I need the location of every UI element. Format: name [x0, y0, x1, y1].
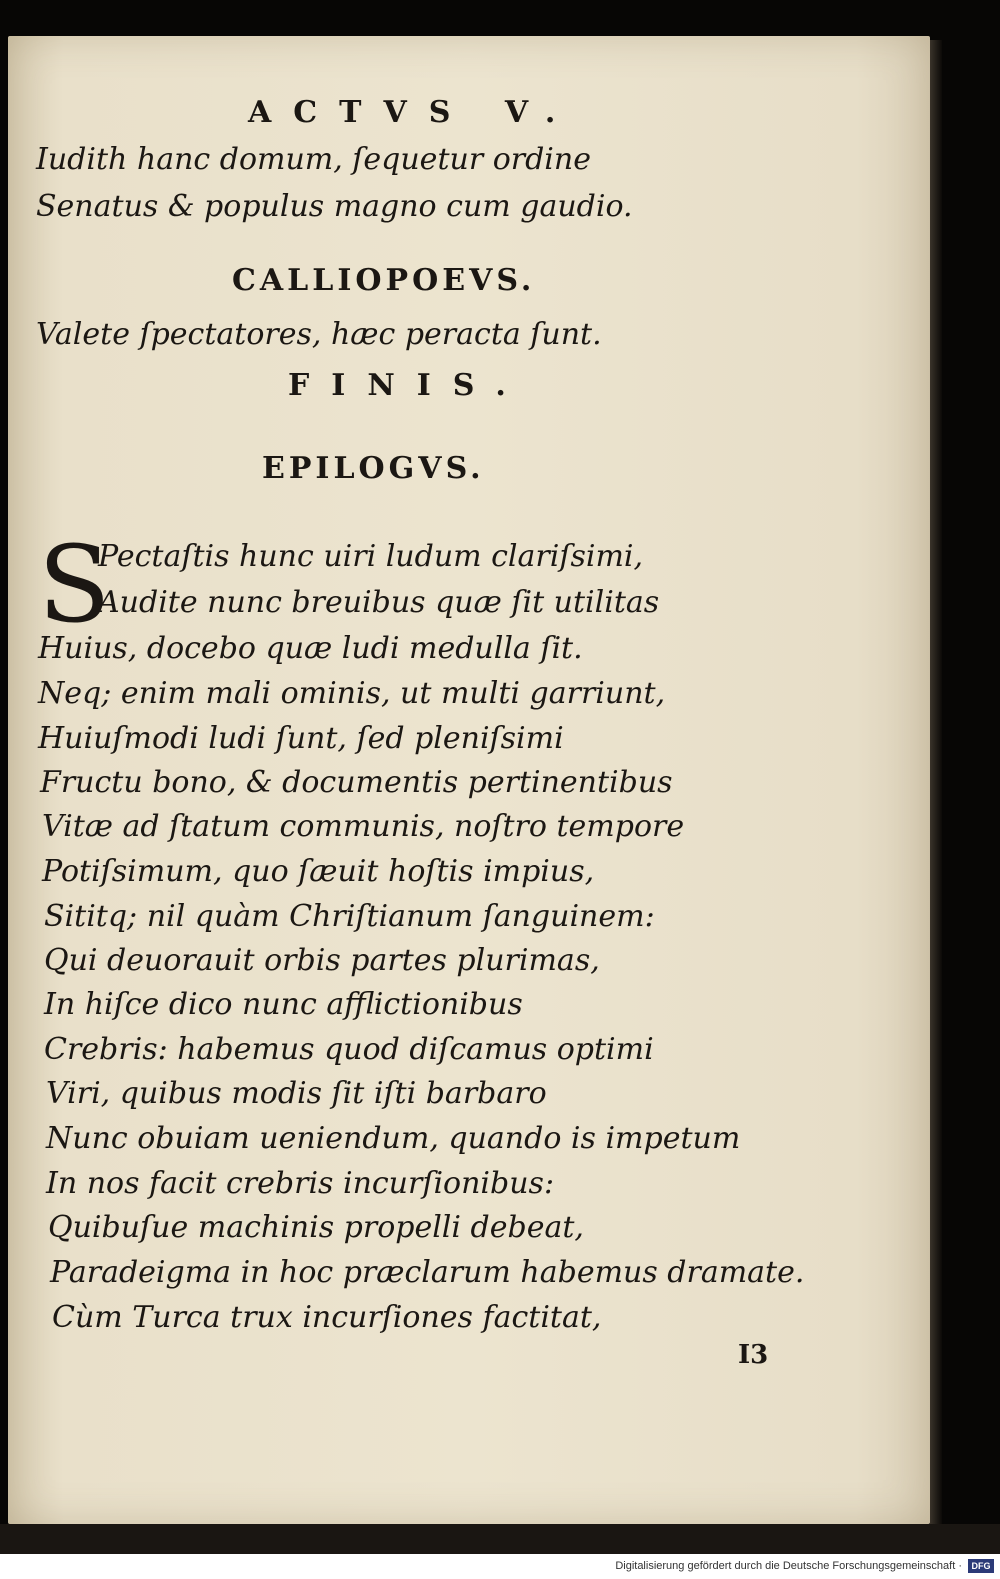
- act-line: Iudith hanc domum, ſequetur ordine: [36, 142, 591, 177]
- verse-line: Huius, docebo quæ ludi medulla ſit.: [38, 631, 583, 666]
- dfg-logo: DFG: [968, 1559, 994, 1573]
- funding-notice: Digitalisierung gefördert durch die Deutsche Forschungsgemeinschaft ·: [615, 1560, 962, 1572]
- act-line: Senatus & populus magno cum gaudio.: [36, 189, 633, 224]
- verse-line: Quibuſue machinis propelli debeat,: [48, 1210, 584, 1245]
- verse-line: Neq; enim mali ominis, ut multi garriunt,: [38, 676, 666, 711]
- speaker-heading: CALLIOPOEVS.: [232, 263, 536, 298]
- verse-line: Potiſsimum, quo ſæuit hoſtis impius,: [42, 854, 595, 889]
- verse-line: Crebris: habemus quod diſcamus optimi: [44, 1032, 654, 1067]
- verse-line: Paradeigma in hoc præclarum habemus dramate.: [50, 1255, 805, 1290]
- verse-line: Vitæ ad ſtatum communis, noſtro tempore: [42, 809, 685, 844]
- verse-line: Fructu bono, & documentis pertinentibus: [40, 765, 673, 800]
- verse-line: Viri, quibus modis ſit iſti barbaro: [46, 1076, 547, 1111]
- verse-line: Qui deuorauit orbis partes plurimas,: [44, 943, 600, 978]
- speaker-line: Valete ſpectatores, hæc peracta ſunt.: [36, 317, 602, 352]
- scan-bottom-edge: [0, 1524, 1000, 1554]
- verse-line: Cùm Turca trux incurſiones factitat,: [52, 1300, 602, 1335]
- verse-line: Audite nunc breuibus quæ ſit utilitas: [98, 585, 660, 620]
- signature-mark: I3: [738, 1340, 769, 1370]
- verse-line: Sititq; nil quàm Chriſtianum ſanguinem:: [44, 899, 655, 934]
- page-edge-shadow: [930, 40, 942, 1524]
- verse-line: In hiſce dico nunc afflictionibus: [44, 987, 523, 1022]
- footer-bar: [0, 1554, 1000, 1579]
- epilogue-title: EPILOGVS.: [262, 451, 485, 486]
- verse-line: Pectaſtis hunc uiri ludum clariſsimi,: [98, 539, 644, 574]
- verse-line: Nunc obuiam ueniendum, quando is impetum: [46, 1121, 741, 1156]
- drop-cap: S: [38, 523, 111, 646]
- finis-heading: FINIS.: [288, 368, 528, 403]
- running-head: ACTVS V.: [248, 95, 578, 130]
- verse-line: Huiuſmodi ludi ſunt, ſed pleniſsimi: [38, 721, 564, 756]
- verse-line: In nos facit crebris incurſionibus:: [46, 1166, 555, 1201]
